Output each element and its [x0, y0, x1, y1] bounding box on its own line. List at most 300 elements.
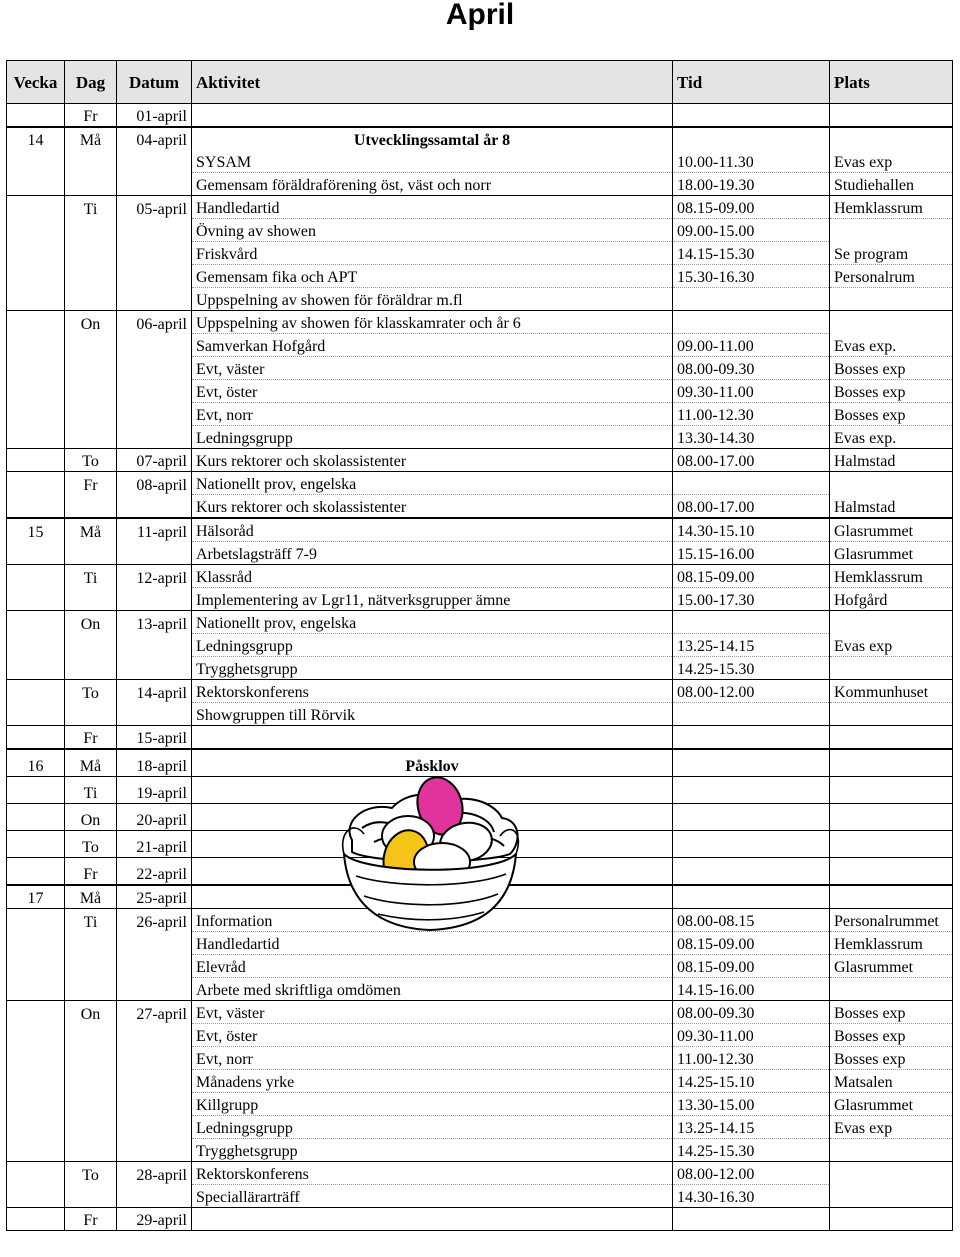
cell-plats	[830, 1185, 953, 1208]
cell-vecka	[7, 858, 65, 886]
cell-vecka	[7, 955, 65, 978]
cell-vecka: 14	[7, 127, 65, 150]
cell-vecka	[7, 542, 65, 565]
schedule-body	[7, 104, 953, 1231]
cell-vecka	[7, 634, 65, 657]
cell-dag	[65, 495, 117, 519]
cell-akt: Klassråd	[192, 565, 673, 588]
cell-datum	[117, 173, 192, 196]
cell-datum	[117, 380, 192, 403]
cell-plats: Bosses exp	[830, 1024, 953, 1047]
table-row	[7, 565, 953, 588]
cell-tid: 15.30-16.30	[673, 265, 830, 288]
cell-tid: 08.15-09.00	[673, 196, 830, 219]
cell-vecka	[7, 777, 65, 804]
cell-akt: Evt, öster	[192, 1024, 673, 1047]
cell-tid: 13.30-15.00	[673, 1093, 830, 1116]
table-row	[7, 242, 953, 265]
cell-akt: Information	[192, 909, 673, 932]
cell-vecka	[7, 1093, 65, 1116]
table-row	[7, 611, 953, 634]
cell-dag	[65, 1047, 117, 1070]
cell-plats	[830, 611, 953, 634]
cell-datum: 19-april	[117, 777, 192, 804]
cell-plats: Glasrummet	[830, 542, 953, 565]
cell-plats	[830, 472, 953, 495]
cell-vecka	[7, 472, 65, 495]
cell-vecka	[7, 311, 65, 334]
cell-vecka	[7, 334, 65, 357]
cell-datum	[117, 1047, 192, 1070]
cell-tid	[673, 726, 830, 750]
table-row	[7, 150, 953, 173]
cell-dag	[65, 1139, 117, 1162]
table-row	[7, 749, 953, 777]
cell-tid: 14.30-15.10	[673, 518, 830, 542]
cell-dag: Ti	[65, 196, 117, 219]
cell-tid	[673, 749, 830, 777]
cell-plats: Bosses exp	[830, 403, 953, 426]
table-row	[7, 380, 953, 403]
cell-dag: On	[65, 804, 117, 831]
page-title: April	[445, 0, 515, 31]
cell-datum	[117, 955, 192, 978]
cell-datum	[117, 495, 192, 519]
cell-plats	[830, 749, 953, 777]
cell-plats: Glasrummet	[830, 955, 953, 978]
cell-datum	[117, 426, 192, 449]
cell-dag	[65, 265, 117, 288]
cell-dag: On	[65, 611, 117, 634]
cell-akt	[192, 104, 673, 128]
cell-dag	[65, 542, 117, 565]
cell-vecka	[7, 703, 65, 726]
cell-plats: Hemklassrum	[830, 196, 953, 219]
schedule-table	[6, 60, 953, 1231]
cell-dag	[65, 403, 117, 426]
table-row	[7, 588, 953, 611]
cell-tid	[673, 831, 830, 858]
cell-vecka	[7, 1162, 65, 1185]
cell-vecka	[7, 242, 65, 265]
cell-datum: 06-april	[117, 311, 192, 334]
cell-dag	[65, 242, 117, 265]
table-row	[7, 403, 953, 426]
cell-dag: Må	[65, 127, 117, 150]
cell-akt: Evt, öster	[192, 380, 673, 403]
cell-tid: 09.30-11.00	[673, 1024, 830, 1047]
cell-vecka	[7, 932, 65, 955]
cell-dag: To	[65, 449, 117, 472]
cell-tid: 09.00-11.00	[673, 334, 830, 357]
cell-tid: 08.00-08.15	[673, 909, 830, 932]
cell-tid	[673, 703, 830, 726]
cell-plats: Studiehallen	[830, 173, 953, 196]
cell-tid: 13.25-14.15	[673, 634, 830, 657]
cell-dag	[65, 1116, 117, 1139]
cell-plats: Halmstad	[830, 449, 953, 472]
cell-vecka	[7, 150, 65, 173]
cell-tid: 13.30-14.30	[673, 426, 830, 449]
cell-vecka	[7, 173, 65, 196]
cell-plats: Evas exp	[830, 1116, 953, 1139]
cell-vecka	[7, 588, 65, 611]
table-row	[7, 1185, 953, 1208]
cell-plats	[830, 311, 953, 334]
cell-akt: Ledningsgrupp	[192, 426, 673, 449]
cell-akt: Friskvård	[192, 242, 673, 265]
cell-datum	[117, 634, 192, 657]
cell-dag	[65, 334, 117, 357]
cell-tid: 14.30-16.30	[673, 1185, 830, 1208]
table-row	[7, 542, 953, 565]
cell-akt: Utvecklingssamtal år 8	[192, 127, 673, 150]
easter-basket-illustration	[334, 762, 524, 937]
cell-dag: To	[65, 1162, 117, 1185]
cell-vecka	[7, 288, 65, 311]
cell-dag	[65, 634, 117, 657]
cell-dag: On	[65, 1001, 117, 1024]
cell-datum	[117, 265, 192, 288]
table-row	[7, 657, 953, 680]
cell-tid: 11.00-12.30	[673, 403, 830, 426]
cell-datum: 29-april	[117, 1208, 192, 1231]
cell-datum	[117, 703, 192, 726]
cell-tid: 08.15-09.00	[673, 932, 830, 955]
cell-datum	[117, 588, 192, 611]
cell-dag	[65, 1024, 117, 1047]
cell-dag: Fr	[65, 726, 117, 750]
cell-vecka	[7, 1185, 65, 1208]
table-row	[7, 495, 953, 519]
cell-akt: Gemensam fika och APT	[192, 265, 673, 288]
cell-datum	[117, 150, 192, 173]
cell-akt: Showgruppen till Rörvik	[192, 703, 673, 726]
cell-dag: Ti	[65, 909, 117, 932]
cell-plats: Bosses exp	[830, 357, 953, 380]
cell-datum: 20-april	[117, 804, 192, 831]
cell-plats: Hemklassrum	[830, 932, 953, 955]
cell-akt	[192, 1208, 673, 1231]
cell-dag	[65, 1185, 117, 1208]
cell-dag: To	[65, 831, 117, 858]
cell-akt: Killgrupp	[192, 1093, 673, 1116]
cell-vecka	[7, 265, 65, 288]
cell-dag	[65, 955, 117, 978]
cell-tid: 15.00-17.30	[673, 588, 830, 611]
cell-plats	[830, 1139, 953, 1162]
cell-akt: Handledartid	[192, 932, 673, 955]
header-row	[7, 61, 953, 104]
cell-plats: Evas exp	[830, 634, 953, 657]
cell-dag: Fr	[65, 472, 117, 495]
cell-datum: 18-april	[117, 749, 192, 777]
col-header-datum: Datum	[117, 61, 192, 104]
cell-vecka	[7, 380, 65, 403]
cell-plats: Personalrummet	[830, 909, 953, 932]
cell-datum: 28-april	[117, 1162, 192, 1185]
cell-datum	[117, 219, 192, 242]
cell-akt: Trygghetsgrupp	[192, 657, 673, 680]
cell-akt: Arbetslagsträff 7-9	[192, 542, 673, 565]
cell-akt: Rektorskonferens	[192, 680, 673, 703]
cell-vecka	[7, 1047, 65, 1070]
cell-dag: Må	[65, 749, 117, 777]
cell-datum: 08-april	[117, 472, 192, 495]
cell-tid	[673, 804, 830, 831]
cell-akt: Kurs rektorer och skolassistenter	[192, 495, 673, 519]
cell-tid: 08.00-09.30	[673, 1001, 830, 1024]
cell-dag	[65, 978, 117, 1001]
table-row	[7, 104, 953, 128]
cell-dag	[65, 219, 117, 242]
table-row	[7, 449, 953, 472]
cell-plats: Hemklassrum	[830, 565, 953, 588]
cell-plats: Halmstad	[830, 495, 953, 519]
cell-tid	[673, 127, 830, 150]
cell-vecka	[7, 1116, 65, 1139]
cell-datum	[117, 542, 192, 565]
cell-tid: 08.00-17.00	[673, 449, 830, 472]
cell-vecka	[7, 403, 65, 426]
cell-plats	[830, 127, 953, 150]
cell-dag: Fr	[65, 104, 117, 128]
cell-tid	[673, 1208, 830, 1231]
cell-akt: Handledartid	[192, 196, 673, 219]
cell-vecka	[7, 495, 65, 519]
cell-datum	[117, 1139, 192, 1162]
cell-plats: Evas exp	[830, 150, 953, 173]
cell-plats: Evas exp.	[830, 334, 953, 357]
cell-datum	[117, 403, 192, 426]
col-header-plats: Plats	[830, 61, 953, 104]
cell-akt: Övning av showen	[192, 219, 673, 242]
table-row	[7, 1139, 953, 1162]
cell-dag	[65, 288, 117, 311]
cell-dag	[65, 588, 117, 611]
cell-akt: Gemensam föräldraförening öst, väst och norr	[192, 173, 673, 196]
table-row	[7, 1024, 953, 1047]
cell-datum: 05-april	[117, 196, 192, 219]
cell-vecka: 16	[7, 749, 65, 777]
cell-tid	[673, 885, 830, 909]
cell-vecka	[7, 426, 65, 449]
cell-akt: Samverkan Hofgård	[192, 334, 673, 357]
cell-vecka	[7, 1001, 65, 1024]
cell-tid: 14.15-16.00	[673, 978, 830, 1001]
cell-datum	[117, 657, 192, 680]
cell-akt: Rektorskonferens	[192, 1162, 673, 1185]
cell-dag: Fr	[65, 1208, 117, 1231]
cell-tid	[673, 311, 830, 334]
cell-akt: SYSAM	[192, 150, 673, 173]
cell-tid: 09.30-11.00	[673, 380, 830, 403]
cell-akt: Evt, väster	[192, 357, 673, 380]
cell-tid: 08.15-09.00	[673, 955, 830, 978]
cell-datum: 14-april	[117, 680, 192, 703]
table-row	[7, 426, 953, 449]
col-header-aktivitet: Aktivitet	[192, 61, 673, 104]
cell-dag	[65, 357, 117, 380]
cell-dag	[65, 932, 117, 955]
cell-akt: Uppspelning av showen för föräldrar m.fl	[192, 288, 673, 311]
table-row	[7, 127, 953, 150]
cell-tid: 14.25-15.30	[673, 1139, 830, 1162]
table-row	[7, 173, 953, 196]
cell-datum: 26-april	[117, 909, 192, 932]
table-row	[7, 726, 953, 750]
table-row	[7, 472, 953, 495]
cell-akt	[192, 726, 673, 750]
cell-akt: Evt, väster	[192, 1001, 673, 1024]
cell-vecka	[7, 449, 65, 472]
cell-vecka	[7, 831, 65, 858]
cell-plats: Evas exp.	[830, 426, 953, 449]
table-row	[7, 311, 953, 334]
cell-tid: 10.00-11.30	[673, 150, 830, 173]
table-row	[7, 1001, 953, 1024]
cell-vecka	[7, 909, 65, 932]
cell-tid: 08.00-12.00	[673, 680, 830, 703]
cell-plats	[830, 978, 953, 1001]
cell-datum	[117, 288, 192, 311]
cell-datum: 04-april	[117, 127, 192, 150]
cell-akt: Ledningsgrupp	[192, 1116, 673, 1139]
cell-plats	[830, 1162, 953, 1185]
table-row	[7, 288, 953, 311]
cell-plats	[830, 858, 953, 886]
cell-akt: Elevråd	[192, 955, 673, 978]
cell-datum: 22-april	[117, 858, 192, 886]
table-row	[7, 1093, 953, 1116]
table-row	[7, 1116, 953, 1139]
cell-tid: 13.25-14.15	[673, 1116, 830, 1139]
cell-datum	[117, 1024, 192, 1047]
cell-vecka	[7, 219, 65, 242]
cell-plats	[830, 219, 953, 242]
cell-datum: 01-april	[117, 104, 192, 128]
cell-dag	[65, 1093, 117, 1116]
cell-tid: 08.00-17.00	[673, 495, 830, 519]
table-row	[7, 357, 953, 380]
cell-vecka: 17	[7, 885, 65, 909]
cell-vecka	[7, 565, 65, 588]
cell-akt: Trygghetsgrupp	[192, 1139, 673, 1162]
cell-dag: Fr	[65, 858, 117, 886]
cell-plats: Bosses exp	[830, 380, 953, 403]
cell-dag	[65, 1070, 117, 1093]
table-row	[7, 634, 953, 657]
cell-plats: Personalrum	[830, 265, 953, 288]
cell-vecka	[7, 611, 65, 634]
cell-plats: Glasrummet	[830, 1093, 953, 1116]
cell-akt: Månadens yrke	[192, 1070, 673, 1093]
cell-datum: 15-april	[117, 726, 192, 750]
cell-plats: Glasrummet	[830, 518, 953, 542]
cell-vecka	[7, 1024, 65, 1047]
cell-dag: Ti	[65, 777, 117, 804]
cell-dag	[65, 703, 117, 726]
cell-plats: Hofgård	[830, 588, 953, 611]
cell-tid: 08.00-09.30	[673, 357, 830, 380]
cell-akt: Implementering av Lgr11, nätverksgrupper ämne	[192, 588, 673, 611]
cell-dag: Må	[65, 518, 117, 542]
cell-akt: Arbete med skriftliga omdömen	[192, 978, 673, 1001]
cell-dag	[65, 150, 117, 173]
cell-akt: Kurs rektorer och skolassistenter	[192, 449, 673, 472]
cell-datum	[117, 932, 192, 955]
cell-plats	[830, 777, 953, 804]
table-row	[7, 1070, 953, 1093]
cell-dag	[65, 657, 117, 680]
cell-plats: Bosses exp	[830, 1047, 953, 1070]
cell-tid: 08.15-09.00	[673, 565, 830, 588]
cell-datum: 25-april	[117, 885, 192, 909]
cell-dag: Ti	[65, 565, 117, 588]
cell-tid	[673, 472, 830, 495]
cell-datum	[117, 357, 192, 380]
table-row	[7, 978, 953, 1001]
cell-tid: 09.00-15.00	[673, 219, 830, 242]
cell-vecka	[7, 1070, 65, 1093]
cell-vecka	[7, 104, 65, 128]
cell-akt: Hälsoråd	[192, 518, 673, 542]
cell-plats	[830, 1208, 953, 1231]
table-row	[7, 680, 953, 703]
cell-akt: Evt, norr	[192, 1047, 673, 1070]
cell-akt: Evt, norr	[192, 403, 673, 426]
cell-datum	[117, 1093, 192, 1116]
cell-datum: 27-april	[117, 1001, 192, 1024]
cell-plats	[830, 703, 953, 726]
cell-dag: To	[65, 680, 117, 703]
table-row	[7, 518, 953, 542]
cell-dag: On	[65, 311, 117, 334]
col-header-tid: Tid	[673, 61, 830, 104]
cell-tid: 15.15-16.00	[673, 542, 830, 565]
cell-plats: Se program	[830, 242, 953, 265]
cell-vecka	[7, 804, 65, 831]
cell-tid	[673, 288, 830, 311]
table-row	[7, 219, 953, 242]
cell-vecka	[7, 1139, 65, 1162]
cell-plats	[830, 885, 953, 909]
cell-dag: Må	[65, 885, 117, 909]
cell-tid	[673, 611, 830, 634]
cell-datum: 21-april	[117, 831, 192, 858]
cell-tid: 11.00-12.30	[673, 1047, 830, 1070]
table-row	[7, 334, 953, 357]
cell-akt: Speciallärarträff	[192, 1185, 673, 1208]
cell-vecka	[7, 196, 65, 219]
cell-datum: 12-april	[117, 565, 192, 588]
cell-vecka: 15	[7, 518, 65, 542]
col-header-dag: Dag	[65, 61, 117, 104]
cell-datum	[117, 242, 192, 265]
cell-tid: 14.25-15.30	[673, 657, 830, 680]
cell-plats	[830, 288, 953, 311]
cell-datum	[117, 334, 192, 357]
cell-tid	[673, 777, 830, 804]
cell-plats	[830, 804, 953, 831]
cell-akt: Uppspelning av showen för klasskamrater och år 6	[192, 311, 673, 334]
cell-datum	[117, 978, 192, 1001]
cell-vecka	[7, 657, 65, 680]
table-row	[7, 955, 953, 978]
table-row	[7, 1047, 953, 1070]
cell-plats	[830, 831, 953, 858]
cell-datum: 13-april	[117, 611, 192, 634]
